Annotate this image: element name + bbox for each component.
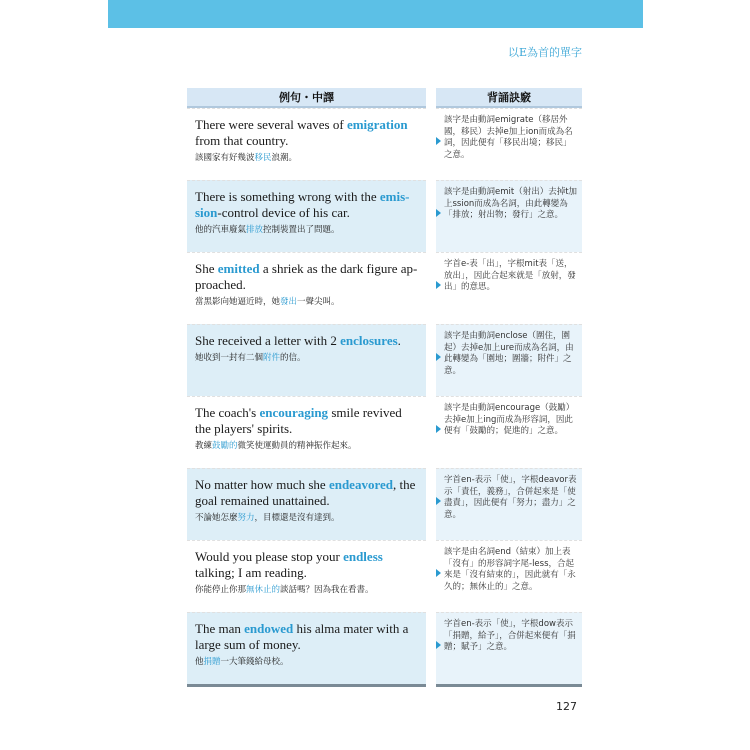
translation-keyword: 移民 — [254, 153, 272, 163]
memory-tip-cell — [436, 108, 582, 180]
sentence-text: The coach's — [195, 405, 260, 420]
keyword: endowed — [244, 621, 294, 636]
top-color-bar — [108, 0, 643, 28]
table-header — [187, 88, 582, 108]
translation-text: 一大筆錢給母校。 — [220, 657, 289, 667]
sentence-text: There is something wrong with the — [195, 189, 380, 204]
sentence-text: . — [397, 333, 401, 348]
example-cell — [187, 612, 426, 684]
page-number: 127 — [556, 700, 577, 713]
chinese-translation — [195, 224, 420, 236]
example-cell — [187, 396, 426, 468]
translation-text: 該國家有好幾波 — [195, 153, 255, 163]
table-row — [187, 612, 582, 684]
translation-keyword: 鼓勵的 — [212, 441, 238, 451]
table-row — [187, 468, 582, 540]
sentence-text: Would you please stop your — [195, 549, 344, 564]
english-sentence — [195, 261, 420, 293]
english-sentence — [195, 189, 420, 221]
keyword: emis-sion — [195, 189, 410, 220]
keyword: encouraging — [259, 405, 329, 420]
memory-tip: 字首e-表「出」，字根mit表「送，放出」，因此合起來就是「放射，發出」的意思。 — [444, 259, 576, 292]
keyword: emigration — [346, 117, 408, 132]
translation-keyword: 發出 — [280, 297, 298, 307]
translation-text: 當黑影向她逼近時，她 — [195, 297, 281, 307]
memory-tip: 該字是由動詞emit（射出）去掉t加上ssion而成為名詞，由此轉變為「排放；射出物；發行」之意。 — [444, 187, 578, 220]
translation-text: 一聲尖叫。 — [297, 297, 340, 307]
translation-keyword: 排放 — [246, 225, 264, 235]
memory-tip-cell — [436, 396, 582, 468]
translation-text: 他的汽車廢氣 — [195, 225, 247, 235]
translation-text: 談話嗎？因為我在看書。 — [280, 585, 374, 595]
english-sentence — [195, 405, 420, 437]
arrow-right-icon — [436, 137, 441, 145]
example-cell — [187, 468, 426, 540]
english-sentence — [195, 477, 420, 509]
vocab-table — [187, 88, 582, 687]
sentence-text: talking; I am reading. — [195, 565, 307, 580]
translation-keyword: 附件 — [263, 353, 281, 363]
translation-keyword: 無休止的 — [246, 585, 281, 595]
sentence-text: , the goal remained unattained. — [195, 477, 416, 508]
translation-text: 不論她怎麼 — [195, 513, 238, 523]
translation-text: 微笑使運動員的精神振作起來。 — [237, 441, 357, 451]
memory-tip-cell — [436, 540, 582, 612]
example-cell — [187, 108, 426, 180]
example-cell — [187, 540, 426, 612]
translation-text: 他 — [195, 657, 204, 667]
memory-tip-cell — [436, 612, 582, 684]
keyword: enclosures — [340, 333, 398, 348]
chinese-translation — [195, 656, 420, 668]
memory-tip-cell — [436, 252, 582, 324]
sentence-text: There were several waves of — [195, 117, 347, 132]
example-cell — [187, 324, 426, 396]
arrow-right-icon — [436, 281, 441, 289]
arrow-right-icon — [436, 425, 441, 433]
english-sentence — [195, 621, 420, 653]
english-sentence — [195, 333, 420, 349]
arrow-right-icon — [436, 209, 441, 217]
memory-tip: 字首en-表示「使」，字根dow表示「捐贈，給予」，合併起來便有「捐贈；賦予」之意。 — [444, 619, 576, 652]
memory-tip: 該字是由動詞enclose（圍住，圍起）去掉e加上ure而成為名詞，由此轉變為「圍地；圍牆；附件」之意。 — [444, 331, 574, 376]
translation-text: 你能停止你那 — [195, 585, 247, 595]
translation-text: ，目標還是沒有達到。 — [254, 513, 340, 523]
memory-tip: 該字是由名詞end（結束）加上表「沒有」的形容詞字尾-less，合起來是「沒有結束的」，因此就有「永久的；無休止的」之意。 — [444, 547, 576, 592]
table-row — [187, 252, 582, 324]
memory-tip: 該字是由動詞emigrate（移居外國，移民）去掉e加上ion而成為名詞，因此便有「移民出境；移民」之意。 — [444, 115, 573, 160]
keyword: endless — [343, 549, 383, 564]
example-cell — [187, 180, 426, 252]
sentence-text: She received a letter with 2 — [195, 333, 341, 348]
sentence-text: a shriek as the dark figure ap-proached. — [195, 261, 418, 292]
header-examples: 例句・中譯 — [187, 88, 426, 108]
translation-text: 她收到一封有二個 — [195, 353, 264, 363]
section-title: 以E為首的單字 — [507, 46, 582, 59]
translation-text: 控制裝置出了問題。 — [263, 225, 340, 235]
table-row — [187, 540, 582, 612]
sentence-text: The man — [195, 621, 245, 636]
memory-tip: 字首en-表示「使」，字根deavor表示「責任，義務」，合併起來是「使盡責」，因此便有「努力；盡力」之意。 — [444, 475, 577, 520]
arrow-right-icon — [436, 497, 441, 505]
chinese-translation — [195, 296, 420, 308]
english-sentence — [195, 549, 420, 581]
table-row — [187, 108, 582, 180]
memory-tip: 該字是由動詞encourage（鼓勵）去掉e加上ing而成為形容詞，因此便有「鼓勵的；促進的」之意。 — [444, 403, 575, 436]
memory-tip-cell — [436, 180, 582, 252]
arrow-right-icon — [436, 569, 441, 577]
sentence-text: -control device of his car. — [217, 205, 350, 220]
keyword: emitted — [217, 261, 260, 276]
translation-text: 浪潮。 — [271, 153, 298, 163]
table-row — [187, 396, 582, 468]
table-row — [187, 324, 582, 396]
memory-tip-cell — [436, 324, 582, 396]
memory-tip-cell — [436, 468, 582, 540]
translation-text: 的信。 — [280, 353, 306, 363]
table-bottom-rule — [187, 684, 582, 687]
translation-keyword: 捐贈 — [203, 657, 221, 667]
sentence-text: from that country. — [195, 133, 289, 148]
sentence-text: She — [195, 261, 218, 276]
arrow-right-icon — [436, 641, 441, 649]
sentence-text: No matter how much she — [195, 477, 329, 492]
sentence-text: his alma mater with a large sum of money. — [195, 621, 409, 652]
chinese-translation — [195, 440, 420, 452]
chinese-translation — [195, 512, 420, 524]
keyword: endeavored — [328, 477, 393, 492]
example-cell — [187, 252, 426, 324]
header-memory-tips: 背誦訣竅 — [436, 88, 582, 108]
arrow-right-icon — [436, 353, 441, 361]
chinese-translation — [195, 584, 420, 596]
translation-keyword: 努力 — [237, 513, 255, 523]
chinese-translation — [195, 352, 420, 364]
table-row — [187, 180, 582, 252]
english-sentence — [195, 117, 420, 149]
chinese-translation — [195, 152, 420, 164]
sentence-text: smile revived the players' spirits. — [195, 405, 402, 436]
translation-text: 教練 — [195, 441, 213, 451]
